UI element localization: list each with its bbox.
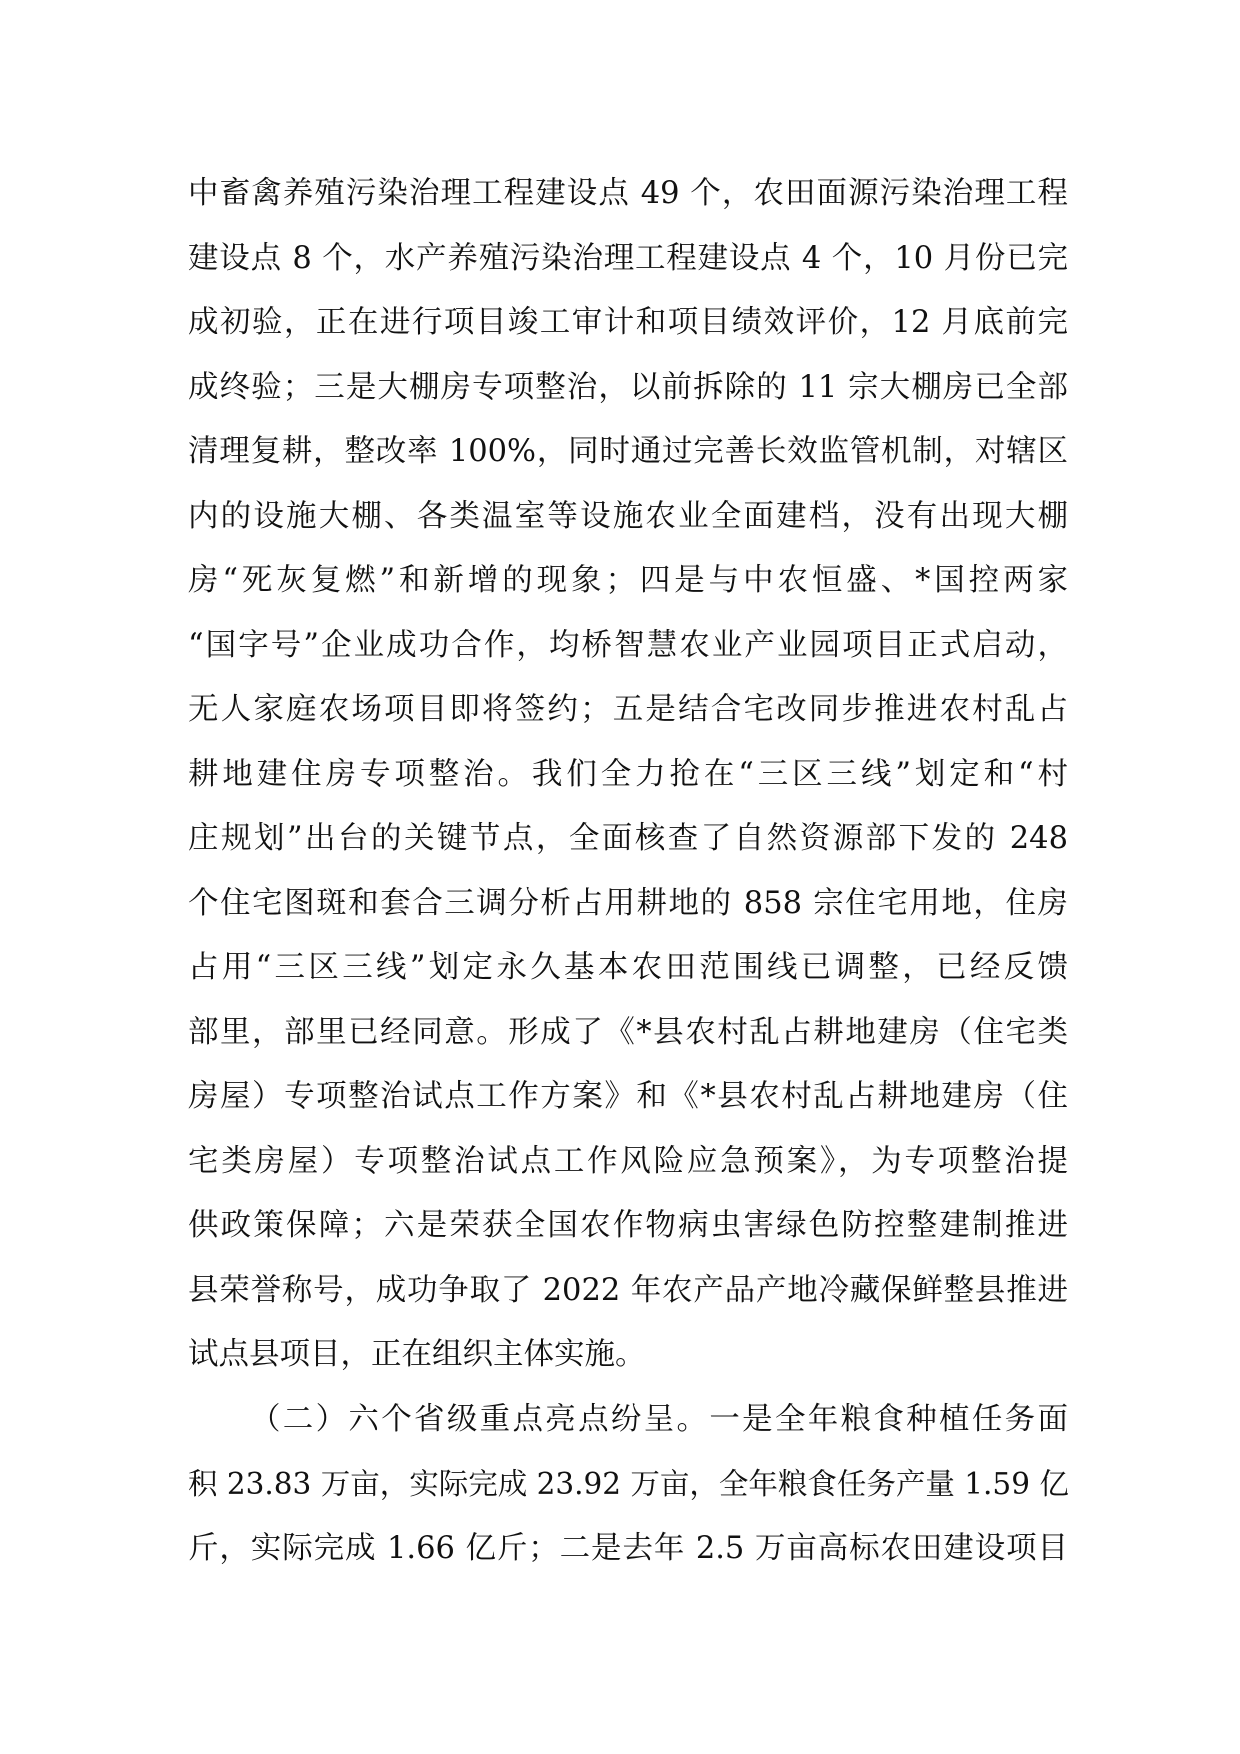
- text-line: 房屋）专项整治试点工作方案》和《*县农村乱占耕地建房（住: [188, 1079, 1068, 1114]
- section-heading-line: （二）六个省级重点亮点纷呈。一是全年粮食种植任务面: [250, 1401, 1068, 1437]
- text-line: 无人家庭农场项目即将签约；五是结合宅改同步推进农村乱占: [188, 692, 1068, 727]
- text-line: 成终验；三是大棚房专项整治，以前拆除的 11 宗大棚房已全部: [188, 369, 1068, 405]
- text-line: 成初验，正在进行项目竣工审计和项目绩效评价，12 月底前完: [188, 305, 1068, 340]
- text-line: 试点县项目，正在组织主体实施。: [188, 1337, 646, 1372]
- text-line: 县荣誉称号，成功争取了 2022 年农产品产地冷藏保鲜整县推进: [188, 1272, 1068, 1308]
- text-line: 个住宅图斑和套合三调分析占用耕地的 858 宗住宅用地，住房: [188, 885, 1068, 921]
- text-line: 斤，实际完成 1.66 亿斤；二是去年 2.5 万亩高标农田建设项目: [188, 1530, 1068, 1566]
- text-line: 内的设施大棚、各类温室等设施农业全面建档，没有出现大棚: [188, 498, 1068, 534]
- text-line: 积 23.83 万亩，实际完成 23.92 万亩，全年粮食任务产量 1.59 亿: [188, 1467, 1069, 1501]
- text-line: 庄规划”出台的关键节点，全面核查了自然资源部下发的 248: [188, 821, 1068, 856]
- text-line: 宅类房屋）专项整治试点工作风险应急预案》，为专项整治提: [188, 1143, 1068, 1179]
- text-line: 房“死灰复燃”和新增的现象；四是与中农恒盛、*国控两家: [188, 563, 1068, 598]
- text-line: 供政策保障；六是荣获全国农作物病虫害绿色防控整建制推进: [188, 1208, 1068, 1243]
- text-line: 建设点 8 个，水产养殖污染治理工程建设点 4 个，10 月份已完: [188, 240, 1068, 276]
- text-line: 中畜禽养殖污染治理工程建设点 49 个，农田面源污染治理工程: [188, 176, 1068, 211]
- text-line: “国字号”企业成功合作，均桥智慧农业产业园项目正式启动，: [188, 627, 1068, 663]
- text-line: 耕地建住房专项整治。我们全力抢在“三区三线”划定和“村: [188, 756, 1068, 792]
- body-text: [188, 162, 1068, 1581]
- text-line: 占用“三区三线”划定永久基本农田范围线已调整，已经反馈: [188, 950, 1068, 985]
- text-line: 清理复耕，整改率 100%，同时通过完善长效监管机制，对辖区: [188, 434, 1068, 469]
- text-line: 部里，部里已经同意。形成了《*县农村乱占耕地建房（住宅类: [188, 1014, 1068, 1050]
